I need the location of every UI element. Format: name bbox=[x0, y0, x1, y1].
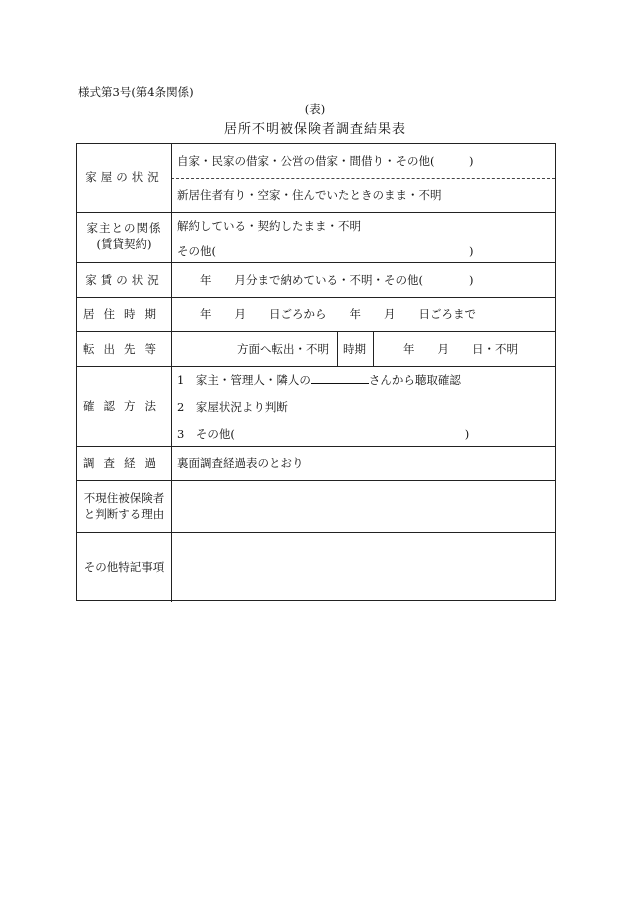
page-title: 居所不明被保険者調査結果表 bbox=[223, 122, 406, 137]
other-notes-label: その他特記事項 bbox=[83, 560, 165, 574]
confirm-label: 確認方法 bbox=[83, 399, 165, 413]
moveout-destination: 方面へ転出・不明 bbox=[237, 342, 329, 356]
house-line-2: 新居住者有り・空家・住んでいたときのまま・不明 bbox=[177, 188, 442, 202]
confirm-line-1-suffix: さんから聴取確認 bbox=[368, 373, 461, 387]
confirm-line-1 bbox=[177, 372, 461, 388]
row-divider bbox=[77, 480, 555, 481]
side-label: (表) bbox=[304, 102, 326, 116]
house-line-1: 自家・民家の借家・公営の借家・間借り・その他( ) bbox=[177, 154, 474, 168]
row-divider bbox=[77, 532, 555, 533]
moveout-time-label: 時期 bbox=[343, 342, 366, 356]
row-divider bbox=[77, 212, 555, 213]
house-label: 家屋の状況 bbox=[85, 170, 163, 184]
period-divider bbox=[373, 331, 374, 366]
period-label: 居住時期 bbox=[83, 307, 165, 321]
label-column-divider bbox=[171, 144, 172, 602]
row-divider bbox=[77, 366, 555, 367]
confirm-line-3: 3 その他( ) bbox=[177, 427, 470, 441]
landlord-line-2: その他( ) bbox=[177, 244, 474, 258]
moveout-date: 年 月 日・不明 bbox=[403, 342, 518, 356]
confirm-line-1-prefix: 1 家主・管理人・隣人の bbox=[177, 373, 311, 387]
rent-label: 家賃の状況 bbox=[85, 273, 163, 287]
name-blank-underline bbox=[311, 372, 369, 384]
form-number: 様式第3号(第4条関係) bbox=[78, 85, 194, 99]
confirm-line-2: 2 家屋状況より判断 bbox=[177, 400, 288, 414]
period-text: 年 月 日ごろから 年 月 日ごろまで bbox=[177, 307, 476, 321]
rent-text: 年 月分まで納めている・不明・その他( ) bbox=[177, 273, 474, 287]
reason-sublabel: と判断する理由 bbox=[83, 507, 165, 521]
row-divider bbox=[77, 446, 555, 447]
row-divider bbox=[77, 262, 555, 263]
survey-label: 調査経過 bbox=[83, 456, 165, 470]
period-divider bbox=[337, 331, 338, 366]
reason-label: 不現住被保険者 bbox=[83, 491, 165, 505]
dashed-divider bbox=[171, 178, 555, 179]
moveout-label: 転出先等 bbox=[83, 342, 165, 356]
landlord-label: 家主との関係 bbox=[86, 221, 162, 235]
survey-table bbox=[76, 143, 556, 601]
landlord-sublabel: (賃貸契約) bbox=[96, 237, 152, 251]
landlord-line-1: 解約している・契約したまま・不明 bbox=[177, 219, 361, 233]
row-divider bbox=[77, 331, 555, 332]
survey-text: 裏面調査経過表のとおり bbox=[177, 456, 304, 470]
row-divider bbox=[77, 297, 555, 298]
